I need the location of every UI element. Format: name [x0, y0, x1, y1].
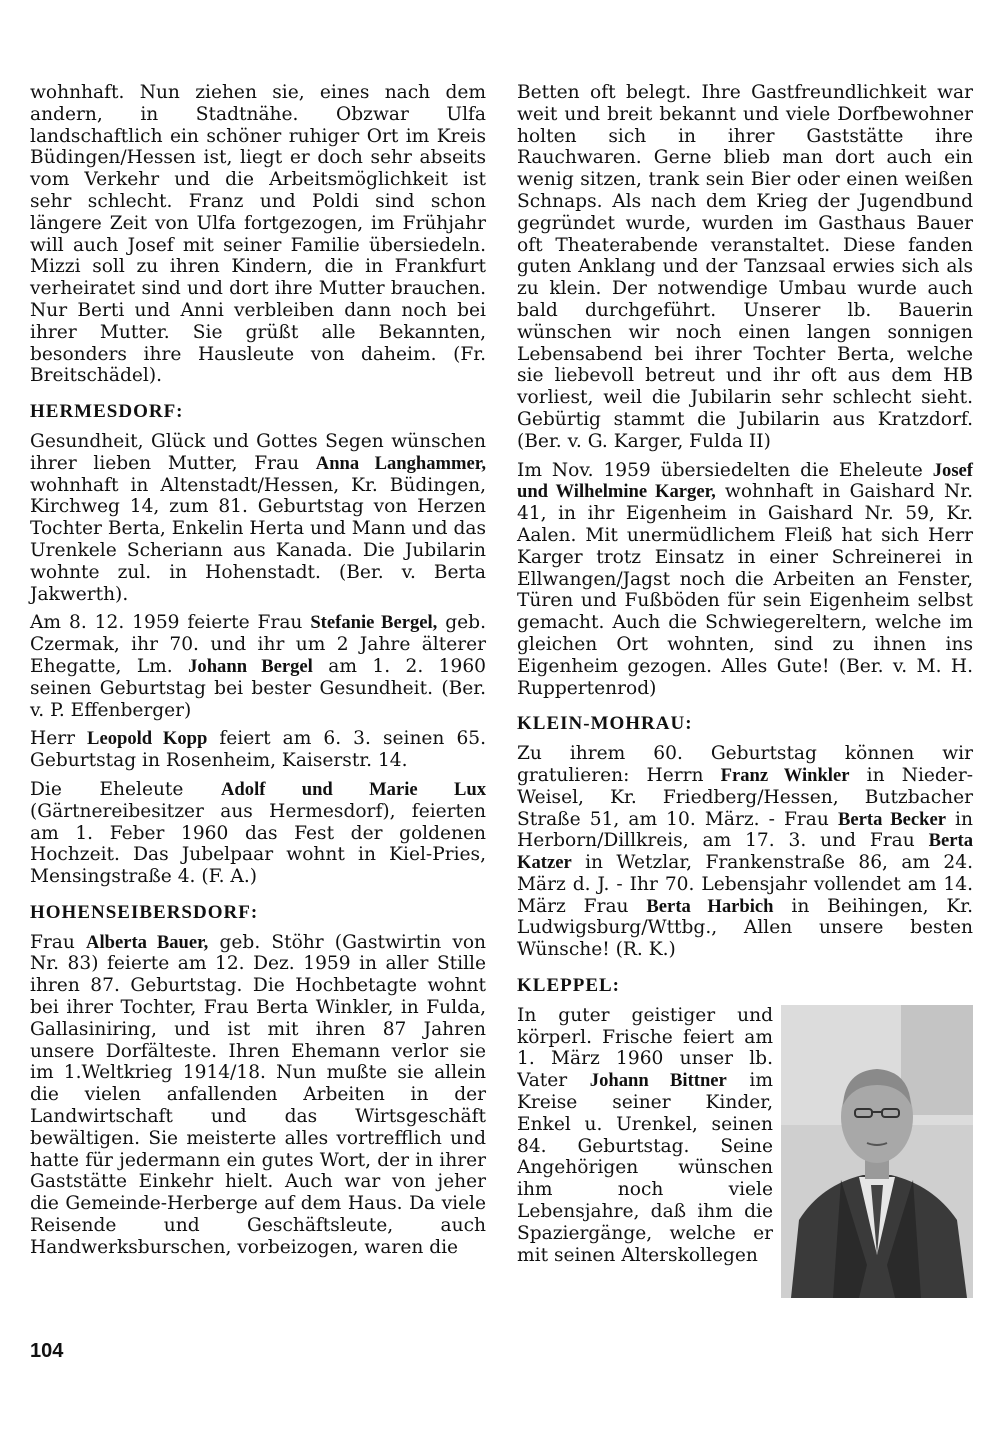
name-berta-becker: Berta Becker [837, 808, 946, 830]
bauer-continued-paragraph: Betten oft belegt. Ihre Gastfreundlichkeit war weit und breit bekannt und viele Dorfbewohner holten sich in ihrer Gaststätte ihre Rauchwaren. Gerne blieb man dort auch ein wenig sitzen, trank sein Bier oder einen weißen Schnaps. Als nach dem Krieg der Jugendbund gegründet wurde, wurden im Gasthaus Bauer oft Theaterabende veranstaltet. Diese fanden guten Anklang und der Tanzsaal erwies sich als zu klein. Der notwendige Umbau wurde auch bald durchgeführt. Unserer lb. Bauerin wünschen wir noch einen langen sonnigen Lebensabend bei ihrer Tochter Berta, welche sie liebevoll betreut und ihr oft aus dem HB vorliest, weil die Jubilarin sehr schlecht sieht. Gebürtig stammt die Jubilarin aus Kratzdorf. (Ber. v. G. Karger, Fulda II) [517, 82, 973, 452]
heading-hermesdorf: HERMESDORF: [30, 401, 184, 423]
name-berta-katzer: Berta Katzer [517, 830, 973, 874]
name-stefanie-bergel: Stefanie Bergel, [310, 612, 438, 634]
page-number: 104 [30, 1340, 64, 1362]
name-franz-winkler: Franz Winkler [720, 764, 850, 786]
right-column [517, 82, 973, 1302]
portrait-photo [781, 1005, 973, 1298]
kleppel-section [517, 1005, 973, 1302]
name-berta-harbich: Berta Harbich [646, 895, 774, 917]
name-alberta-bauer: Alberta Bauer, [86, 931, 209, 953]
name-johann-bittner: Johann Bittner [589, 1070, 727, 1092]
paragraph-bauer: Frau Alberta Bauer, geb. Stöhr (Gastwirtin von Nr. 83) feierte am 12. Dez. 1959 in aller Stille ihren 87. Geburtstag. Die Hochbetagte wohnt bei ihrer Tochter, Frau Berta Winkler, in Fulda, Gallasiniring, und ist mit ihren 87 Jahren unsere Dorfälteste. Ihren Ehemann verlor sie im 1.Weltkrieg 1914/18. Nun mußte sie allein die vielen anfallenden Arbeiten in der Landwirtschaft und das Wirtsgeschäft bewältigen. Sie meisterte alles vortrefflich und hatte für jedermann ein gutes Wort, der in ihrer Gaststätte Einkehr hielt. Auch war von jeher die Gemeinde-Herberge auf dem Haus. Da viele Reisende und Geschäftsleute, auch Handwerksburschen, vorbeizogen, waren die [30, 931, 486, 1258]
name-josef-wilhelmine-karger: Josef und Wilhelmine Karger, [517, 459, 973, 503]
paragraph-karger: Im Nov. 1959 übersiedelten die Eheleute Josef und Wilhelmine Karger, wohnhaft in Gaishard Nr. 41, in ihr Eigenheim in Gaishard Nr. 59, Kr. Aalen. Mit unermüdlichem Fleiß hat sich Herr Karger trotz Einsatz in einer Schreinerei in Ellwangen/Jagst noch die Arbeiten an Fenster, Türen und Fußböden für sein Eigenheim selbst gemacht. Auch die Schwiegereltern, welche im gleichen Ort wohnten, sind zu ihnen ins Eigenheim gezogen. Alles Gute! (Ber. v. M. H. Ruppertenrod) [517, 459, 973, 699]
paragraph-kopp: Herr Leopold Kopp feiert am 6. 3. seinen 65. Geburtstag in Rosenheim, Kaiserstr. 14. [30, 728, 487, 772]
paragraph-langhammer: Gesundheit, Glück und Gottes Segen wünschen ihrer lieben Mutter, Frau Anna Langhammer, wohnhaft in Altenstadt/Hessen, Kr. Büdingen, Kirchweg 14, zum 81. Geburtstag von Herzen Tochter Berta, Enkelin Herta und Mann und das Urenkele Scheriann aus Kanada. Die Jubilarin wohnte zul. in Hohenstadt. (Ber. v. Berta Jakwerth). [30, 430, 486, 605]
heading-klein-mohrau: KLEIN-MOHRAU: [517, 713, 693, 735]
heading-kleppel: KLEPPEL: [517, 975, 621, 997]
left-column [30, 82, 486, 1266]
name-adolf-marie-lux: Adolf und Marie Lux [221, 778, 486, 800]
paragraph-klein-mohrau: Zu ihrem 60. Geburtstag können wir gratulieren: Herrn Franz Winkler in Nieder-Weisel, Kr. Friedberg/Hessen, Butzbacher Straße 51, am 10. März. - Frau Berta Becker in Herborn/Dillkreis, am 17. 3. und Frau Berta Katzer in Wetzlar, Frankenstraße 86, am 24. März d. J. - Ihr 70. Lebensjahr vollendet am 14. März Frau Berta Harbich in Beihingen, Kr. Ludwigsburg/Wttbg., Allen unsere besten Wünsche! (R. K.) [517, 743, 974, 961]
paragraph-lux: Die Eheleute Adolf und Marie Lux (Gärtnereibesitzer aus Hermesdorf), feierten am 1. Feber 1960 das Fest der goldenen Hochzeit. Das Jubelpaar wohnt in Kiel-Pries, Mensingstraße 4. (F. A.) [30, 778, 486, 888]
intro-paragraph: wohnhaft. Nun ziehen sie, eines nach dem andern, in Stadtnähe. Obzwar Ulfa landschaftlich ein schöner ruhiger Ort im Kreis Büdingen/Hessen ist, liegt er doch sehr abseits vom Verkehr und die Arbeitsmöglichkeit ist sehr schlecht. Franz und Poldi sind schon längere Zeit von Ulfa fortgezogen, im Frühjahr will auch Josef mit seiner Familie übersiedeln. Mizzi soll zu ihren Kindern, die in Frankfurt verheiratet sind und dort ihre Mutter brauchen. Nur Berti und Anni verbleiben dann noch bei ihrer Mutter. Sie grüßt alle Bekannten, besonders ihre Hausleute von daheim. (Fr. Breitschädel). [30, 82, 486, 387]
heading-hohenseibersdorf: HOHENSEIBERSDORF: [30, 901, 259, 923]
paragraph-bergel: Am 8. 12. 1959 feierte Frau Stefanie Bergel, geb. Czermak, ihr 70. und ihr um 2 Jahre älterer Ehegatte, Lm. Johann Bergel am 1. 2. 1960 seinen Geburtstag bei bester Gesundheit. (Ber. v. P. Effenberger) [30, 612, 487, 721]
name-anna-langhammer: Anna Langhammer, [315, 452, 486, 474]
name-johann-bergel: Johann Bergel [188, 655, 313, 677]
name-leopold-kopp: Leopold Kopp [87, 728, 208, 750]
paragraph-bittner: In guter geistiger und körperl. Frische feiert am 1. März 1960 unser lb. Vater Johann Bittner im Kreise seiner Kinder, Enkel u. Urenkel, seinen 84. Geburtstag. Seine Angehörigen wünschen ihm noch viele Lebensjahre, daß ihm die Spaziergänge, welche er mit seinen Alterskollegen [517, 1004, 773, 1266]
portrait-image [781, 1005, 973, 1298]
